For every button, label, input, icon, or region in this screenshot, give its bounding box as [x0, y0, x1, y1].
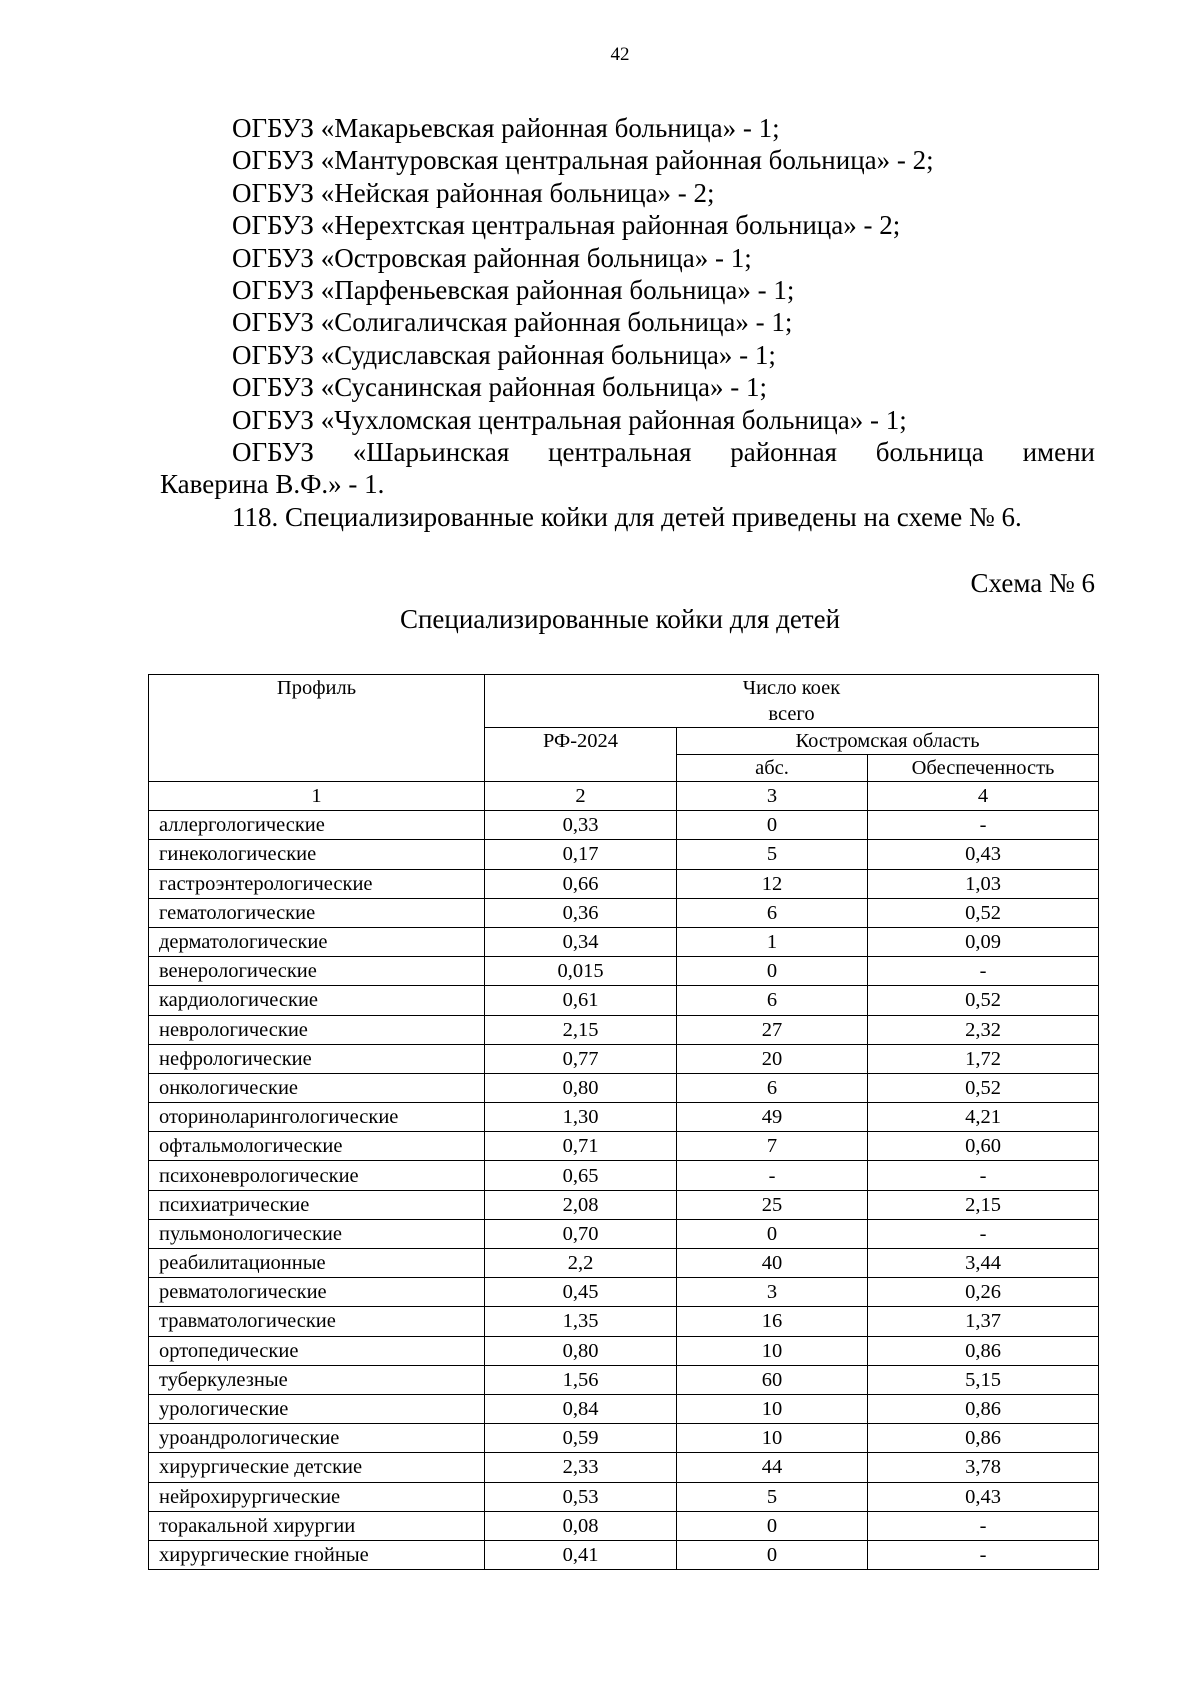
supply-value-cell: 0,52 — [868, 986, 1099, 1015]
abs-value-cell: 60 — [677, 1365, 868, 1394]
table-row — [149, 840, 1099, 869]
list-item: ОГБУЗ «Солигаличская районная больница» - 1; — [232, 307, 793, 338]
rf-value-cell: 2,08 — [485, 1190, 677, 1219]
profile-cell: дерматологические — [149, 927, 485, 956]
rf-value-cell: 1,35 — [485, 1307, 677, 1336]
list-item: ОГБУЗ «Сусанинская районная больница» - 1; — [232, 372, 768, 403]
table-row — [149, 927, 1099, 956]
list-item-last-line2: Каверина В.Ф.» - 1. — [160, 469, 385, 500]
profile-cell: реабилитационные — [149, 1249, 485, 1278]
table-row — [149, 1482, 1099, 1511]
abs-value-cell: 3 — [677, 1278, 868, 1307]
rf-value-cell: 0,80 — [485, 1336, 677, 1365]
hospital-list — [160, 112, 1095, 533]
rf-value-cell: 0,61 — [485, 986, 677, 1015]
abs-value-cell: 6 — [677, 986, 868, 1015]
abs-value-cell: 44 — [677, 1453, 868, 1482]
profile-cell: ортопедические — [149, 1336, 485, 1365]
table-row — [149, 1249, 1099, 1278]
rf-value-cell: 0,53 — [485, 1482, 677, 1511]
rf-value-cell: 0,66 — [485, 869, 677, 898]
rf-value-cell: 0,71 — [485, 1132, 677, 1161]
header-count-line2: всего — [768, 703, 815, 725]
profile-cell: психиатрические — [149, 1190, 485, 1219]
rf-value-cell: 0,80 — [485, 1073, 677, 1102]
rf-value-cell: 0,08 — [485, 1511, 677, 1540]
table-row — [149, 1190, 1099, 1219]
abs-value-cell: 10 — [677, 1424, 868, 1453]
supply-value-cell: 0,86 — [868, 1424, 1099, 1453]
table-row — [149, 1307, 1099, 1336]
rf-value-cell: 0,77 — [485, 1044, 677, 1073]
paragraph-118: 118. Специализированные койки для детей приведены на схеме № 6. — [232, 501, 1022, 532]
profile-cell: психоневрологические — [149, 1161, 485, 1190]
abs-value-cell: 0 — [677, 957, 868, 986]
supply-value-cell: 0,26 — [868, 1278, 1099, 1307]
rf-value-cell: 1,56 — [485, 1365, 677, 1394]
profile-cell: гинекологические — [149, 840, 485, 869]
rf-value-cell: 0,45 — [485, 1278, 677, 1307]
profile-cell: кардиологические — [149, 986, 485, 1015]
abs-value-cell: 0 — [677, 1219, 868, 1248]
rf-value-cell: 0,17 — [485, 840, 677, 869]
abs-value-cell: 20 — [677, 1044, 868, 1073]
header-count — [485, 675, 1099, 728]
profile-cell: аллергологические — [149, 811, 485, 840]
table-title: Специализированные койки для детей — [399, 604, 841, 634]
table-row — [149, 986, 1099, 1015]
scheme-label: Схема № 6 — [970, 568, 1095, 598]
profile-cell: нейрохирургические — [149, 1482, 485, 1511]
supply-value-cell: 3,44 — [868, 1249, 1099, 1278]
list-item: ОГБУЗ «Нерехтская центральная районная больница» - 2; — [232, 210, 901, 241]
table-row — [149, 898, 1099, 927]
supply-value-cell: - — [868, 1540, 1099, 1569]
supply-value-cell: 0,86 — [868, 1336, 1099, 1365]
profile-cell: нефрологические — [149, 1044, 485, 1073]
abs-value-cell: 7 — [677, 1132, 868, 1161]
abs-value-cell: 12 — [677, 869, 868, 898]
supply-value-cell: 2,15 — [868, 1190, 1099, 1219]
list-item: ОГБУЗ «Чухломская центральная районная больница» - 1; — [232, 404, 907, 435]
rf-value-cell: 1,30 — [485, 1103, 677, 1132]
supply-value-cell: 0,52 — [868, 898, 1099, 927]
rf-value-cell: 2,33 — [485, 1453, 677, 1482]
header-profile: Профиль — [149, 675, 485, 782]
header-rf: РФ-2024 — [485, 728, 677, 782]
column-number: 4 — [868, 782, 1099, 811]
list-item: ОГБУЗ «Парфеньевская районная больница» - 1; — [232, 275, 795, 306]
rf-value-cell: 0,36 — [485, 898, 677, 927]
supply-value-cell: 0,52 — [868, 1073, 1099, 1102]
rf-value-cell: 2,15 — [485, 1015, 677, 1044]
table-row — [149, 1336, 1099, 1365]
supply-value-cell: - — [868, 1219, 1099, 1248]
rf-value-cell: 0,41 — [485, 1540, 677, 1569]
profile-cell: пульмонологические — [149, 1219, 485, 1248]
table-row — [149, 1161, 1099, 1190]
table-row — [149, 1015, 1099, 1044]
table-row — [149, 811, 1099, 840]
list-item: ОГБУЗ «Островская районная больница» - 1; — [232, 242, 752, 273]
profile-cell: гематологические — [149, 898, 485, 927]
list-item: ОГБУЗ «Мантуровская центральная районная больница» - 2; — [232, 145, 934, 176]
list-item: ОГБУЗ «Макарьевская районная больница» - 1; — [232, 113, 780, 143]
column-number: 2 — [485, 782, 677, 811]
table-row — [149, 1132, 1099, 1161]
table-row — [149, 1073, 1099, 1102]
table-row — [149, 869, 1099, 898]
rf-value-cell: 0,34 — [485, 927, 677, 956]
supply-value-cell: 2,32 — [868, 1015, 1099, 1044]
rf-value-cell: 0,33 — [485, 811, 677, 840]
profile-cell: неврологические — [149, 1015, 485, 1044]
supply-value-cell: 0,09 — [868, 927, 1099, 956]
page-number: 42 — [610, 44, 630, 65]
supply-value-cell: - — [868, 957, 1099, 986]
column-number: 1 — [149, 782, 485, 811]
supply-value-cell: - — [868, 1511, 1099, 1540]
supply-value-cell: - — [868, 1161, 1099, 1190]
table-row — [149, 1044, 1099, 1073]
rf-value-cell: 0,84 — [485, 1394, 677, 1423]
table-row — [149, 1540, 1099, 1569]
profile-cell: туберкулезные — [149, 1365, 485, 1394]
supply-value-cell: 5,15 — [868, 1365, 1099, 1394]
abs-value-cell: 0 — [677, 1540, 868, 1569]
supply-value-cell: 1,37 — [868, 1307, 1099, 1336]
beds-table — [148, 674, 1099, 1570]
column-number: 3 — [677, 782, 868, 811]
header-region: Костромская область — [677, 728, 1099, 755]
supply-value-cell: 0,60 — [868, 1132, 1099, 1161]
table-row — [149, 1103, 1099, 1132]
table-row — [149, 1219, 1099, 1248]
abs-value-cell: 6 — [677, 898, 868, 927]
supply-value-cell: 3,78 — [868, 1453, 1099, 1482]
table-row — [149, 1278, 1099, 1307]
profile-cell: травматологические — [149, 1307, 485, 1336]
header-count-line1: Число коек — [742, 677, 841, 699]
profile-cell: уроандрологические — [149, 1424, 485, 1453]
supply-value-cell: 0,43 — [868, 1482, 1099, 1511]
abs-value-cell: 40 — [677, 1249, 868, 1278]
supply-value-cell: 1,72 — [868, 1044, 1099, 1073]
profile-cell: ревматологические — [149, 1278, 485, 1307]
abs-value-cell: 49 — [677, 1103, 868, 1132]
abs-value-cell: 6 — [677, 1073, 868, 1102]
column-number-row — [149, 782, 1099, 811]
profile-cell: торакальной хирургии — [149, 1511, 485, 1540]
supply-value-cell: - — [868, 811, 1099, 840]
rf-value-cell: 2,2 — [485, 1249, 677, 1278]
abs-value-cell: 10 — [677, 1394, 868, 1423]
profile-cell: урологические — [149, 1394, 485, 1423]
rf-value-cell: 0,015 — [485, 957, 677, 986]
supply-value-cell: 0,43 — [868, 840, 1099, 869]
list-item-last-line1: ОГБУЗ «Шарьинская центральная районная больница имени — [232, 437, 1095, 468]
rf-value-cell: 0,70 — [485, 1219, 677, 1248]
supply-value-cell: 0,86 — [868, 1394, 1099, 1423]
table-row — [149, 1511, 1099, 1540]
abs-value-cell: 0 — [677, 811, 868, 840]
table-row — [149, 1365, 1099, 1394]
abs-value-cell: - — [677, 1161, 868, 1190]
abs-value-cell: 1 — [677, 927, 868, 956]
rf-value-cell: 0,65 — [485, 1161, 677, 1190]
header-abs: абс. — [677, 755, 868, 782]
abs-value-cell: 5 — [677, 1482, 868, 1511]
profile-cell: онкологические — [149, 1073, 485, 1102]
profile-cell: венерологические — [149, 957, 485, 986]
table-row — [149, 1424, 1099, 1453]
rf-value-cell: 0,59 — [485, 1424, 677, 1453]
abs-value-cell: 27 — [677, 1015, 868, 1044]
table-row — [149, 957, 1099, 986]
profile-cell: хирургические детские — [149, 1453, 485, 1482]
list-item: ОГБУЗ «Нейская районная больница» - 2; — [232, 177, 715, 208]
table-row — [149, 1394, 1099, 1423]
abs-value-cell: 25 — [677, 1190, 868, 1219]
header-supply: Обеспеченность — [868, 755, 1099, 782]
abs-value-cell: 16 — [677, 1307, 868, 1336]
supply-value-cell: 1,03 — [868, 869, 1099, 898]
table-row — [149, 1453, 1099, 1482]
profile-cell: хирургические гнойные — [149, 1540, 485, 1569]
abs-value-cell: 10 — [677, 1336, 868, 1365]
profile-cell: офтальмологические — [149, 1132, 485, 1161]
abs-value-cell: 5 — [677, 840, 868, 869]
profile-cell: оториноларингологические — [149, 1103, 485, 1132]
profile-cell: гастроэнтерологические — [149, 869, 485, 898]
supply-value-cell: 4,21 — [868, 1103, 1099, 1132]
abs-value-cell: 0 — [677, 1511, 868, 1540]
list-item: ОГБУЗ «Судиславская районная больница» - 1; — [232, 339, 776, 370]
